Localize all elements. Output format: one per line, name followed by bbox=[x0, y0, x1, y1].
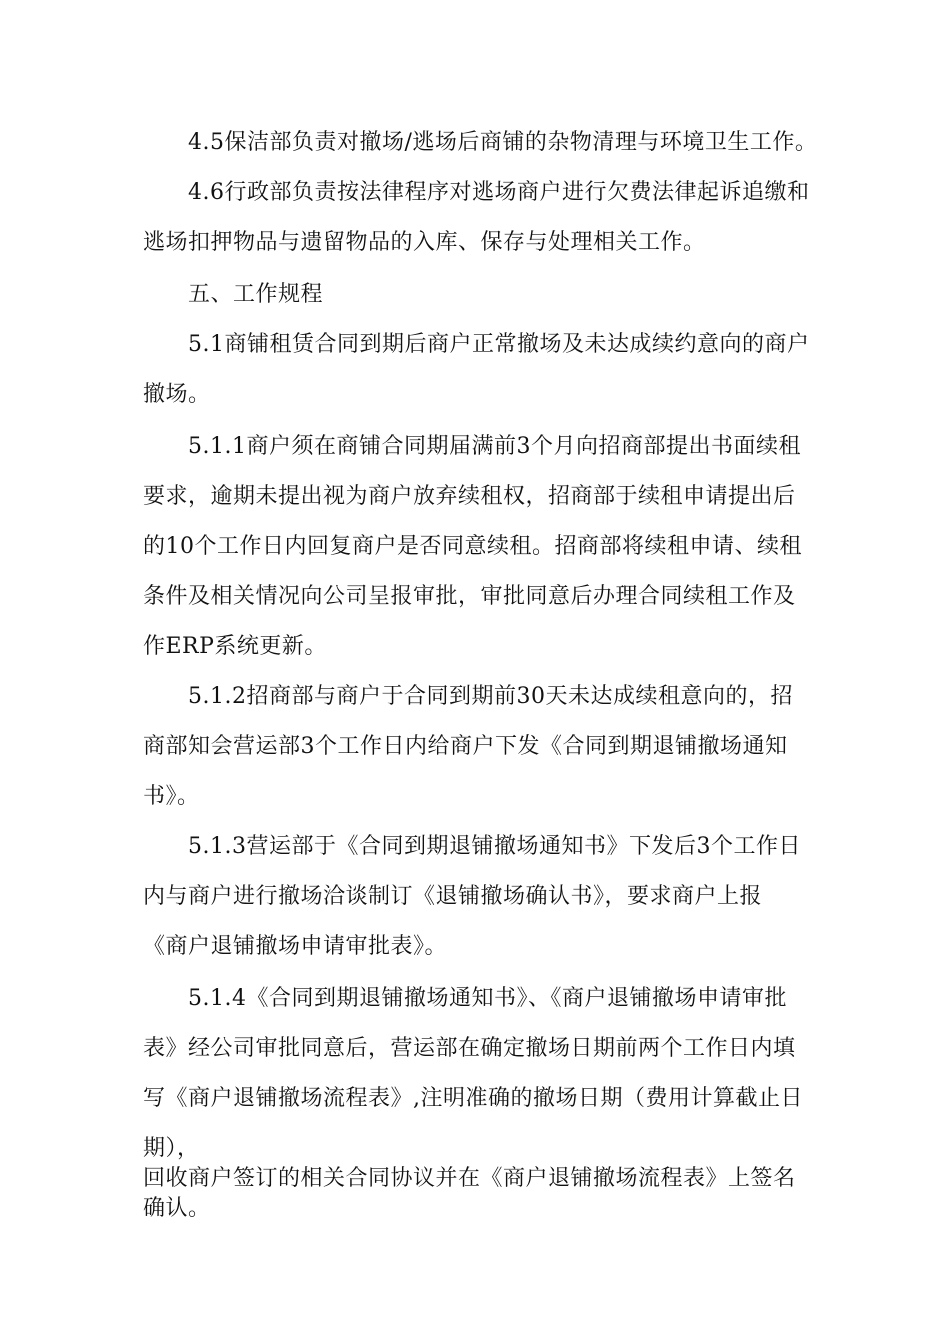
paragraph-5-1-4-line-1: 5.1.4《合同到期退铺撤场通知书》、《商户退铺撤场申请审批 bbox=[188, 986, 787, 1011]
paragraph-5-1-2-line-3: 书》。 bbox=[143, 784, 200, 809]
paragraph-5-1-3-line-3: 《商户退铺撤场申请审批表》。 bbox=[143, 934, 448, 959]
section-heading-5: 五、工作规程 bbox=[188, 282, 324, 307]
paragraph-5-1-4-line-6: 确认。 bbox=[143, 1196, 211, 1221]
paragraph-5-1-3-line-1: 5.1.3营运部于《合同到期退铺撤场通知书》下发后3个工作日 bbox=[188, 834, 801, 859]
paragraph-5-1-1-line-2: 要求，逾期未提出视为商户放弃续租权，招商部于续租申请提出后 bbox=[143, 484, 796, 509]
paragraph-5-1-4-line-4: 期）， bbox=[143, 1136, 200, 1161]
paragraph-5-1-1-line-3: 的10个工作日内回复商户是否同意续租。招商部将续租申请、续租 bbox=[143, 534, 802, 559]
paragraph-4-6-line-2: 逃场扣押物品与遗留物品的入库、保存与处理相关工作。 bbox=[143, 230, 706, 255]
paragraph-5-1-1-line-1: 5.1.1商户须在商铺合同期届满前3个月向招商部提出书面续租 bbox=[188, 434, 801, 459]
paragraph-5-1-4-line-2: 表》经公司审批同意后，营运部在确定撤场日期前两个工作日内填 bbox=[143, 1036, 796, 1061]
paragraph-5-1-line-1: 5.1商铺租赁合同到期后商户正常撤场及未达成续约意向的商户 bbox=[188, 332, 810, 357]
paragraph-5-1-3-line-2: 内与商户进行撤场洽谈制订《退铺撤场确认书》，要求商户上报 bbox=[143, 884, 763, 909]
paragraph-5-1-line-2: 撤场。 bbox=[143, 382, 211, 407]
paragraph-4-6-line-1: 4.6行政部负责按法律程序对逃场商户进行欠费法律起诉追缴和 bbox=[188, 180, 810, 205]
paragraph-4-5: 4.5保洁部负责对撤场/逃场后商铺的杂物清理与环境卫生工作。 bbox=[188, 130, 818, 155]
paragraph-5-1-4-line-3: 写《商户退铺撤场流程表》,注明准确的撤场日期（费用计算截止日 bbox=[143, 1086, 803, 1111]
paragraph-5-1-4-line-5: 回收商户签订的相关合同协议并在《商户退铺撤场流程表》上签名 bbox=[143, 1166, 796, 1191]
paragraph-5-1-2-line-2: 商部知会营运部3个工作日内给商户下发《合同到期退铺撤场通知 bbox=[143, 734, 788, 759]
paragraph-5-1-1-line-5: 作ERP系统更新。 bbox=[143, 634, 327, 659]
paragraph-5-1-2-line-1: 5.1.2招商部与商户于合同到期前30天未达成续租意向的，招 bbox=[188, 684, 793, 709]
paragraph-5-1-1-line-4: 条件及相关情况向公司呈报审批，审批同意后办理合同续租工作及 bbox=[143, 584, 796, 609]
